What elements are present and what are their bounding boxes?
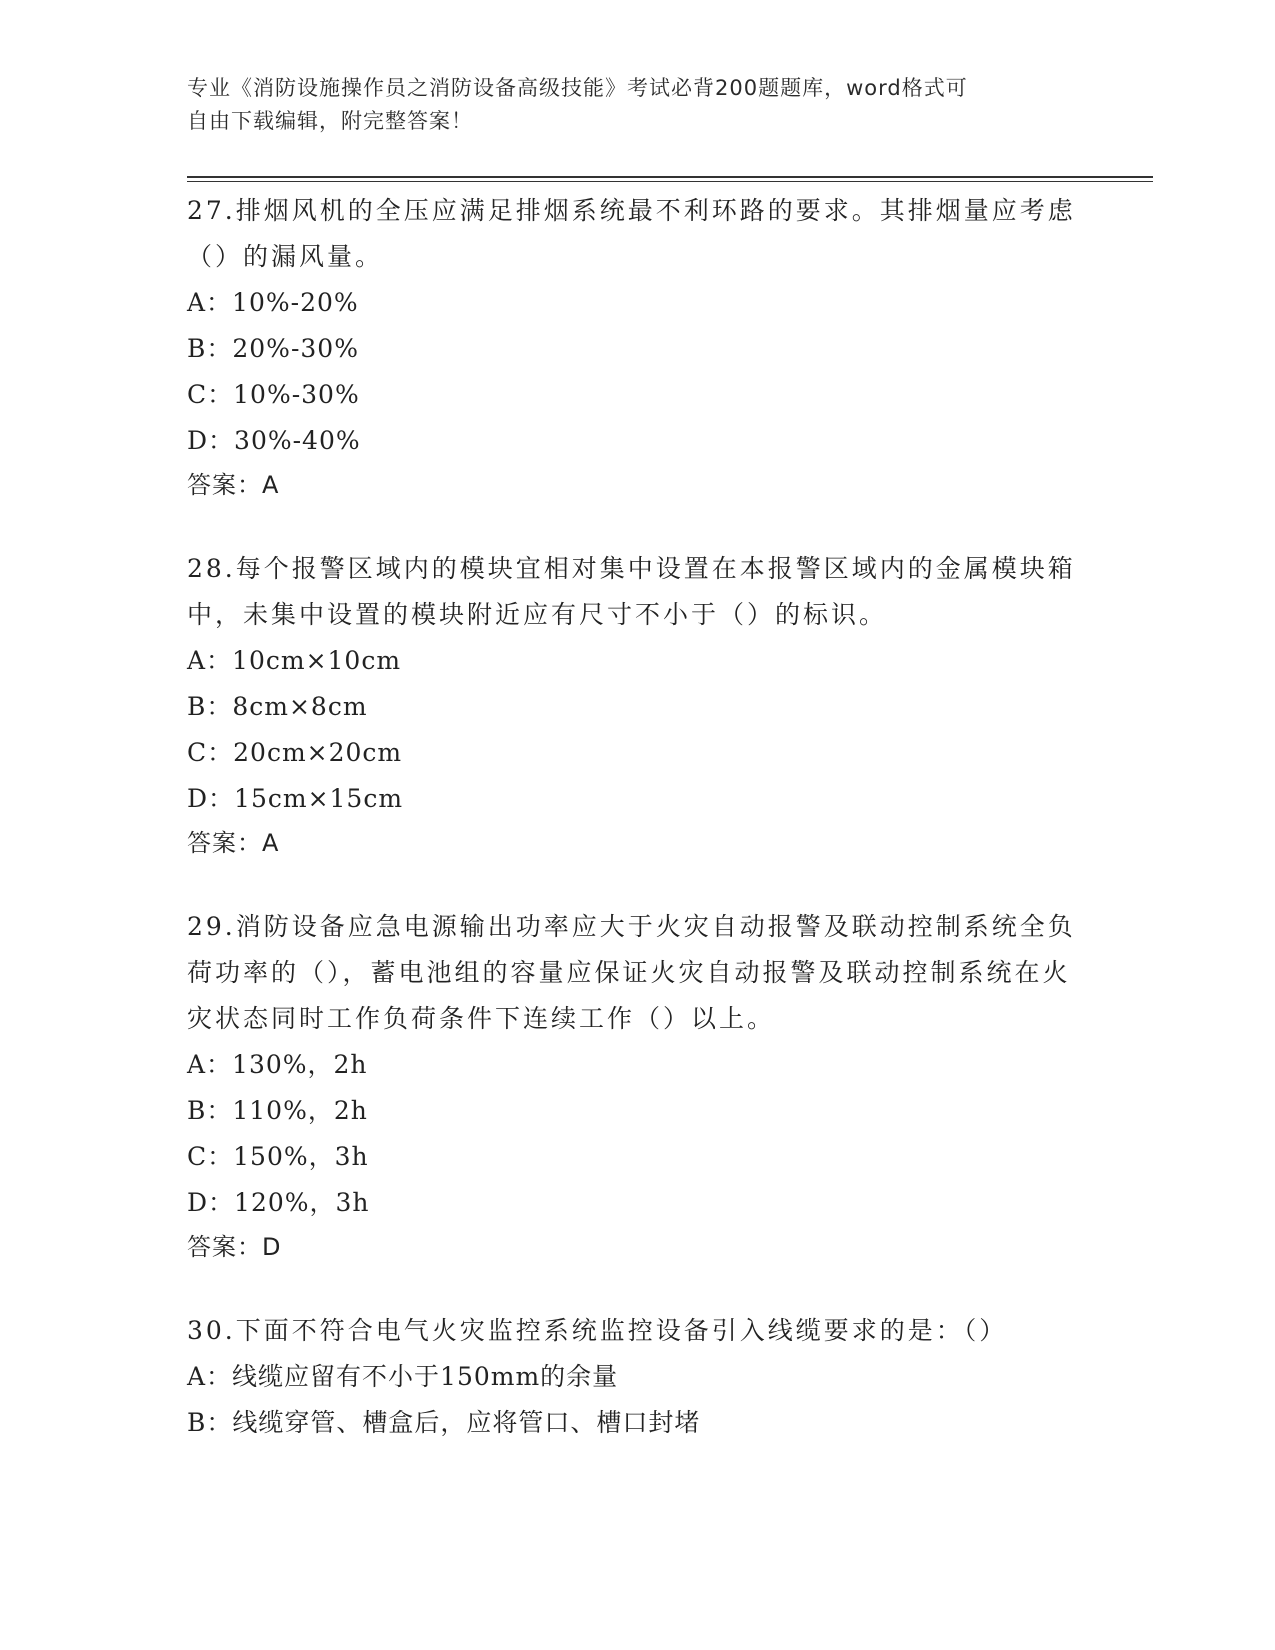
question-text: 28.每个报警区域内的模块宜相对集中设置在本报警区域内的金属模块箱中，未集中设置的模块附近应有尺寸不小于（）的标识。	[187, 554, 1076, 629]
question-text: 30.下面不符合电气火灾监控系统监控设备引入线缆要求的是：（）	[187, 1316, 1008, 1345]
question-30	[187, 1308, 1087, 1446]
answer-label: 答案：A	[187, 471, 280, 499]
option-a: A：线缆应留有不小于150mm的余量	[187, 1362, 619, 1391]
option-b: B：20%-30%	[187, 334, 359, 363]
header-divider-thick	[187, 176, 1153, 178]
header-line-2: 自由下载编辑，附完整答案！	[187, 109, 473, 133]
header-divider-thin	[187, 181, 1153, 182]
option-a: A：10%-20%	[187, 288, 359, 317]
option-b: B：110%，2h	[187, 1096, 368, 1125]
question-29	[187, 904, 1087, 1268]
option-c: C：10%-30%	[187, 380, 360, 409]
option-d: D：30%-40%	[187, 426, 361, 455]
option-c: C：20cm×20cm	[187, 738, 403, 767]
option-c: C：150%，3h	[187, 1142, 369, 1171]
question-text: 27.排烟风机的全压应满足排烟系统最不利环路的要求。其排烟量应考虑（）的漏风量。	[187, 196, 1076, 271]
option-a: A：10cm×10cm	[187, 646, 402, 675]
option-b: B：线缆穿管、槽盒后，应将管口、槽口封堵	[187, 1408, 701, 1437]
option-a: A：130%，2h	[187, 1050, 368, 1079]
answer-label: 答案：D	[187, 1233, 282, 1261]
answer-label: 答案：A	[187, 829, 280, 857]
question-27	[187, 188, 1087, 506]
option-b: B：8cm×8cm	[187, 692, 368, 721]
question-text: 29.消防设备应急电源输出功率应大于火灾自动报警及联动控制系统全负荷功率的（），蓄电池组的容量应保证火灾自动报警及联动控制系统在火灾状态同时工作负荷条件下连续工作（）以上。	[187, 912, 1076, 1033]
question-28	[187, 546, 1087, 864]
option-d: D：15cm×15cm	[187, 784, 404, 813]
document-header	[187, 72, 1087, 138]
question-list	[187, 188, 1087, 1486]
option-d: D：120%，3h	[187, 1188, 370, 1217]
header-line-1: 专业《消防设施操作员之消防设备高级技能》考试必背200题题库，word格式可	[187, 76, 968, 100]
